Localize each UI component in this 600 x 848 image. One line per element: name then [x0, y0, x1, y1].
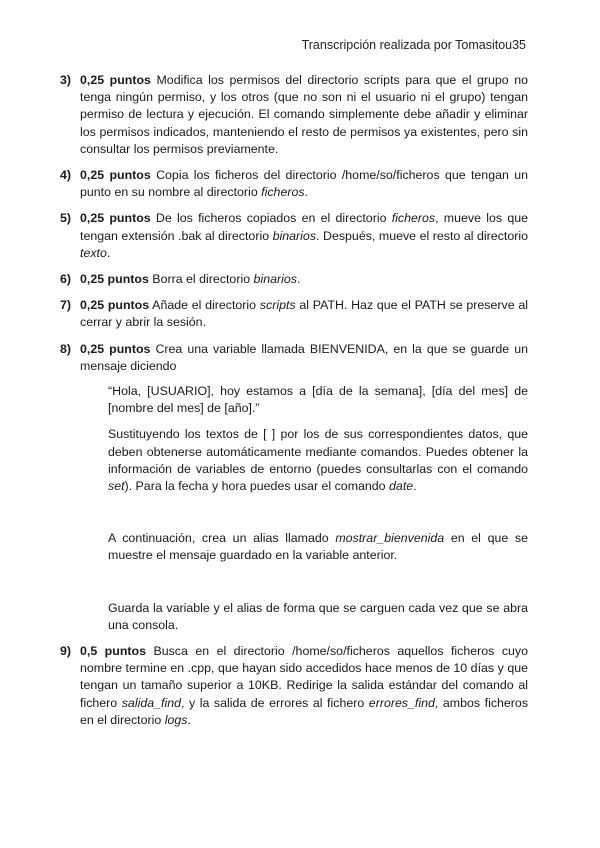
exercise-italic: logs [164, 712, 188, 727]
persist-paragraph: Guarda la variable y el alias de forma que se carguen cada vez que se abra una consola. [108, 600, 528, 632]
exercise-italic: ficheros [391, 211, 436, 226]
exercise-number: 3) [60, 73, 72, 87]
exercise-text: . [304, 185, 308, 200]
exercise-number: 9) [60, 644, 72, 659]
exercise-text: al PATH. Haz que el PATH se preserve al cerrar y abrir la sesión. [80, 298, 528, 330]
exercise-8 [60, 341, 528, 634]
alias-text: A continuación, crea un alias llamado [108, 531, 336, 546]
spacer [108, 504, 528, 530]
exercise-text: . [296, 272, 301, 287]
exercise-text: Busca en el directorio /home/so/ficheros aquellos ficheros cuyo nombre termine en .cpp, que hayan sido accedidos hace menos de 10 días y que tengan un tamaño superior a 10KB. Redirige la salida estándar del comando al fichero [80, 644, 528, 710]
exercise-italic: texto [80, 245, 107, 260]
instructions-paragraph [108, 426, 528, 495]
exercise-text: Copia los ficheros del directorio /home/so/ficheros que tengan un punto en su nombre al directorio [80, 168, 528, 200]
exercise-9 [60, 643, 528, 729]
exercise-7 [60, 297, 528, 331]
exercise-points: 0,25 puntos [80, 73, 151, 87]
exercise-italic: errores_find [368, 695, 435, 710]
exercise-text: , ambos ficheros en el directorio [80, 695, 529, 727]
exercise-text: De los ficheros copiados en el directorio [150, 211, 392, 226]
exercise-text: Modifica los permisos del directorio scripts para que el grupo no tenga ningún permiso, y los otros (que no son ni el usuario ni el grupo) tengan permiso de lectura y ejecución. El comando simplemente debe añadir y eliminar los permisos indicados, manteniendo el resto de permisos ya existentes, pero sin consultar los permisos previamente. [80, 73, 528, 156]
exercise-text: Borra el directorio [148, 272, 254, 287]
exercise-text: . [187, 712, 191, 727]
exercise-points: 0,25 puntos [80, 298, 150, 313]
alias-paragraph [108, 530, 528, 564]
exercise-italic: ficheros [261, 185, 305, 200]
command-date: date [389, 479, 414, 494]
exercise-italic: binarios [272, 228, 317, 243]
greeting-quote: “Hola, [USUARIO], hoy estamos a [día de la semana], [día del mes] de [nombre del mes] de [año].” [108, 384, 528, 416]
exercise-number: 4) [60, 168, 72, 183]
instructions-text: ). Para la fecha y hora puedes usar el comando [124, 479, 390, 494]
exercise-number: 6) [60, 272, 72, 287]
exercise-points: 0,25 puntos [80, 168, 151, 183]
exercise-text: Añade el directorio [149, 298, 260, 313]
exercise-number: 7) [60, 298, 72, 313]
alias-text: en el que se muestre el mensaje guardado en la variable anterior. [108, 531, 528, 563]
exercise-text: , mueve los que tengan extensión .bak al directorio [80, 211, 528, 243]
exercise-8-details [108, 383, 528, 634]
exercise-number: 5) [60, 211, 72, 226]
alias-name: mostrar_bienvenida [335, 531, 445, 546]
instructions-text: . [413, 479, 417, 494]
exercise-points: 0,25 puntos [80, 211, 151, 226]
exercise-6 [60, 271, 528, 288]
exercise-italic: scripts [259, 298, 296, 313]
exercise-italic: salida_find [121, 695, 181, 710]
exercise-text: Crea una variable llamada BIENVENIDA, en la que se guarde un mensaje diciendo [80, 341, 528, 373]
exercise-text: . [106, 245, 111, 260]
exercise-points: 0,5 puntos [80, 644, 146, 659]
exercise-list [60, 72, 528, 738]
spacer [108, 574, 528, 600]
exercise-text: , y la salida de errores al fichero [180, 695, 369, 710]
command-set: set [108, 479, 125, 494]
exercise-points: 0,25 puntos [80, 272, 149, 287]
instructions-text: Sustituyendo los textos de [ ] por los de sus correspondientes datos, que deben obtenerse automáticamente mediante comandos. Puedes obtener la información de variables de entorno (puedes consultarlas con el comando [108, 427, 528, 476]
exercise-4 [60, 167, 528, 201]
exercise-3 [60, 72, 528, 158]
exercise-italic: binarios [253, 272, 297, 287]
exercise-5 [60, 210, 528, 262]
exercise-text: . Después, mueve el resto al directorio [316, 228, 528, 243]
exercise-number: 8) [60, 341, 72, 356]
exercise-points: 0,25 puntos [80, 341, 151, 356]
page-header: Transcripción realizada por Tomasitou35 [301, 38, 526, 52]
